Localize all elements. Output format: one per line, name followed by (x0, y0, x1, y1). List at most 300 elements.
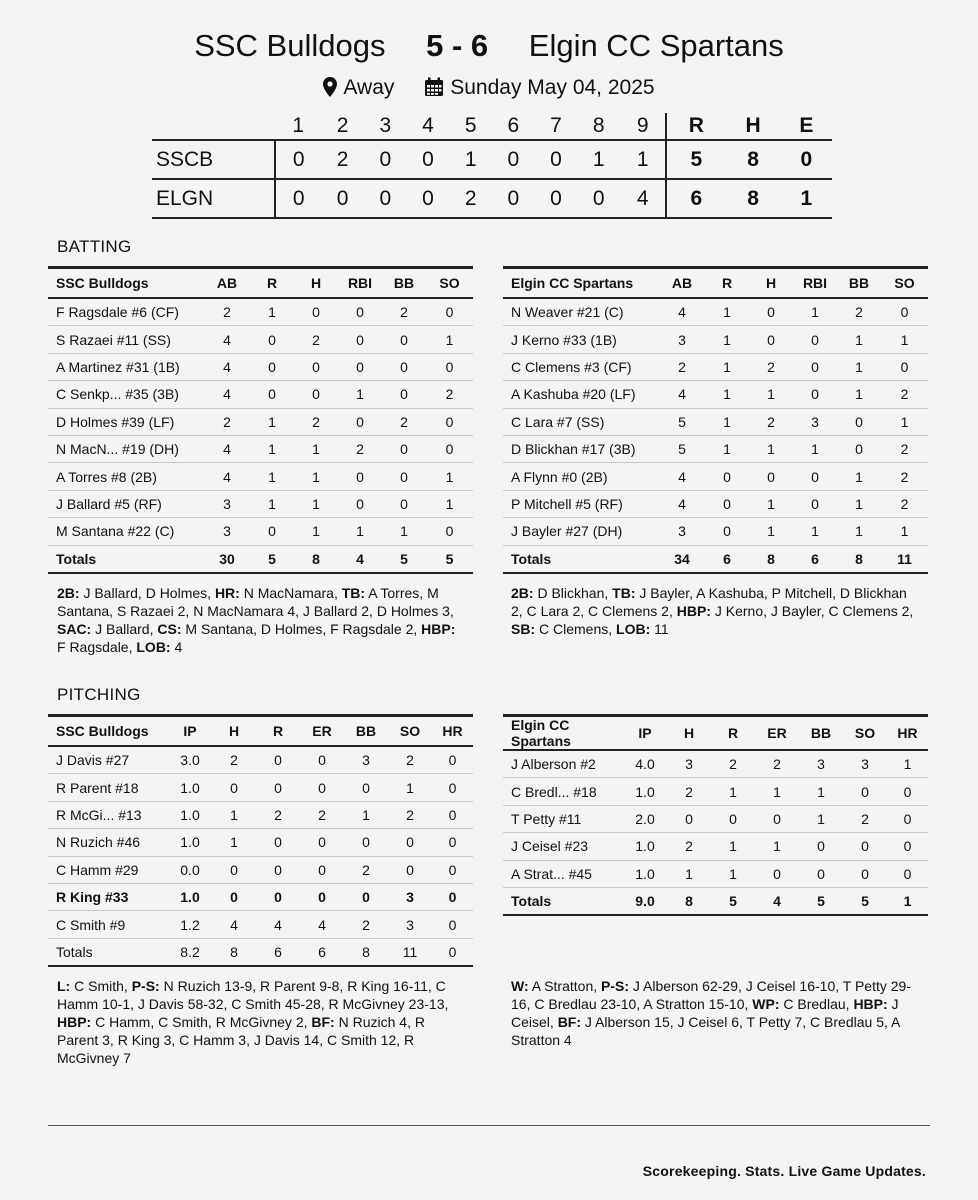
stat-cell: 0 (887, 860, 928, 887)
stat-column-header: SO (843, 716, 887, 751)
linescore-row-away (152, 140, 832, 179)
total-runs: 6 (666, 179, 725, 218)
player-name: R McGi... #13 (48, 801, 168, 828)
stat-cell: 0 (843, 833, 887, 860)
stat-cell: 2 (881, 381, 928, 408)
player-row (48, 883, 473, 910)
stat-column-header: BB (382, 268, 426, 299)
stat-cell: 3 (344, 746, 388, 774)
inning-header: 5 (464, 114, 477, 137)
note-text: J Ballard, (91, 621, 158, 637)
stat-cell: 0.0 (168, 856, 212, 883)
table-header-row (503, 268, 928, 299)
stat-cell: 2 (881, 463, 928, 490)
stat-cell: 1 (250, 463, 294, 490)
inning-header: 3 (379, 114, 392, 137)
stat-cell: 4 (659, 463, 705, 490)
stat-cell: 2 (344, 911, 388, 938)
stat-cell: 2 (204, 408, 250, 435)
player-row (48, 746, 473, 774)
stat-cell: 0 (881, 298, 928, 326)
stat-cell: 1 (799, 778, 843, 805)
player-row (503, 463, 928, 490)
stat-cell: 1 (426, 463, 473, 490)
note-text: M Santana, D Holmes, F Ragsdale 2, (181, 621, 422, 637)
inning-runs: 1 (464, 147, 477, 171)
note-text: J Kerno, J Bayler, C Clemens 2, (710, 603, 914, 619)
map-pin-icon (323, 77, 337, 97)
batting-table-home (503, 266, 928, 574)
player-row (48, 298, 473, 326)
stat-cell: 2 (382, 298, 426, 326)
note-label: TB: (612, 585, 636, 601)
inning-runs: 0 (592, 186, 605, 210)
stat-cell: 1 (711, 778, 755, 805)
stat-column-header: IP (168, 716, 212, 747)
totals-cell: 6 (793, 545, 837, 573)
batting-table-away (48, 266, 473, 574)
totals-cell: 5 (711, 887, 755, 915)
stat-column-header: H (749, 268, 793, 299)
date (424, 76, 654, 99)
stat-column-header: IP (623, 716, 667, 751)
note-text: A Torres, M Santana, S Razaei 2, N MacNamara 4, J Ballard 2, D Holmes 3, (57, 585, 454, 619)
stat-cell: 0 (256, 883, 300, 910)
stat-column-header: AB (659, 268, 705, 299)
stat-cell: 1 (881, 326, 928, 353)
stat-cell: 0 (338, 408, 382, 435)
stat-cell: 1.0 (168, 883, 212, 910)
stat-cell: 0 (426, 435, 473, 462)
stat-cell: 0 (256, 746, 300, 774)
totals-cell: 5 (843, 887, 887, 915)
stat-cell: 0 (426, 298, 473, 326)
note-label: HBP: (57, 1014, 92, 1030)
stat-cell: 2 (667, 778, 711, 805)
stat-cell: 2 (212, 746, 256, 774)
stat-cell: 1 (749, 490, 793, 517)
team-column-header: Elgin CC Spartans (503, 716, 623, 751)
stat-cell: 0 (212, 774, 256, 801)
totals-cell: 8 (212, 938, 256, 966)
player-name: D Blickhan #17 (3B) (503, 435, 659, 462)
stat-cell: 2 (300, 801, 344, 828)
totals-row (48, 938, 473, 966)
stat-cell: 1 (426, 326, 473, 353)
totals-cell: 5 (250, 545, 294, 573)
stat-cell: 2 (755, 750, 799, 778)
totals-cell: 8 (294, 545, 338, 573)
totals-cell: 8 (749, 545, 793, 573)
stat-cell: 0 (881, 353, 928, 380)
stat-cell: 1 (382, 518, 426, 545)
stat-cell: 0 (338, 490, 382, 517)
note-label: HBP: (676, 603, 711, 619)
footer-divider (48, 1125, 930, 1126)
stat-cell: 0 (250, 353, 294, 380)
away-team-name: SSC Bulldogs (194, 28, 386, 63)
stat-cell: 1 (388, 774, 432, 801)
stat-cell: 0 (749, 326, 793, 353)
totals-label: Totals (48, 545, 204, 573)
inning-header: 9 (636, 114, 649, 137)
note-text: J Ballard, D Holmes, (79, 585, 215, 601)
team-column-header: SSC Bulldogs (48, 268, 204, 299)
player-row (48, 381, 473, 408)
player-name: R King #33 (48, 883, 168, 910)
player-row (503, 860, 928, 887)
totals-label: Totals (503, 545, 659, 573)
note-label: TB: (341, 585, 366, 601)
note-label: SB: (511, 621, 536, 637)
player-name: N MacN... #19 (DH) (48, 435, 204, 462)
total-errors: 0 (800, 147, 813, 171)
totals-row (503, 545, 928, 573)
stat-cell: 1 (887, 750, 928, 778)
stat-cell: 1 (212, 801, 256, 828)
game-info (0, 76, 978, 100)
player-row (503, 298, 928, 326)
stat-cell: 4 (204, 353, 250, 380)
stat-cell: 4.0 (623, 750, 667, 778)
inning-header: 7 (550, 114, 562, 137)
stat-cell: 1 (711, 833, 755, 860)
stat-cell: 0 (432, 911, 473, 938)
stat-cell: 1 (426, 490, 473, 517)
pitching-table-away (48, 714, 473, 967)
totals-cell: 8 (667, 887, 711, 915)
inning-runs: 0 (507, 186, 520, 210)
stat-cell: 1 (250, 298, 294, 326)
totals-cell: 4 (755, 887, 799, 915)
home-team-name: Elgin CC Spartans (528, 28, 784, 63)
pitching-section-title: PITCHING (57, 685, 141, 704)
stat-column-header: SO (388, 716, 432, 747)
stat-cell: 1 (294, 463, 338, 490)
totals-cell: 8.2 (168, 938, 212, 966)
player-name: A Martinez #31 (1B) (48, 353, 204, 380)
stat-cell: 3 (793, 408, 837, 435)
stat-cell: 1 (793, 298, 837, 326)
totals-cell: 5 (382, 545, 426, 573)
note-label: HR: (214, 585, 240, 601)
stat-cell: 4 (204, 326, 250, 353)
stat-cell: 1 (705, 353, 749, 380)
stat-cell: 0 (711, 805, 755, 832)
stat-cell: 0 (344, 829, 388, 856)
stat-cell: 1 (755, 778, 799, 805)
player-name: A Torres #8 (2B) (48, 463, 204, 490)
player-name: C Senkp... #35 (3B) (48, 381, 204, 408)
player-name: S Razaei #11 (SS) (48, 326, 204, 353)
totals-cell: 11 (881, 545, 928, 573)
player-name: C Smith #9 (48, 911, 168, 938)
stat-cell: 2 (204, 298, 250, 326)
stat-cell: 1 (749, 435, 793, 462)
stat-cell: 1 (749, 381, 793, 408)
player-row (503, 750, 928, 778)
table-header-row (48, 716, 473, 747)
inning-runs: 0 (422, 186, 434, 210)
totals-cell: 5 (426, 545, 473, 573)
note-label: W: (511, 978, 529, 994)
stat-cell: 1 (705, 408, 749, 435)
player-name: N Weaver #21 (C) (503, 298, 659, 326)
totals-cell: 1 (887, 887, 928, 915)
stat-cell: 1.0 (168, 801, 212, 828)
stat-cell: 3.0 (168, 746, 212, 774)
stat-cell: 2.0 (623, 805, 667, 832)
stat-cell: 2 (749, 408, 793, 435)
location (323, 76, 400, 99)
stat-cell: 0 (667, 805, 711, 832)
stat-column-header: H (294, 268, 338, 299)
stat-cell: 1 (837, 463, 881, 490)
stat-cell: 1 (837, 353, 881, 380)
stat-cell: 2 (344, 856, 388, 883)
pitching-table-home (503, 714, 928, 916)
note-text: C Smith, (70, 978, 132, 994)
player-row (48, 801, 473, 828)
stat-column-header: HR (887, 716, 928, 751)
stat-cell: 3 (204, 490, 250, 517)
stat-cell: 0 (837, 408, 881, 435)
inning-header: 2 (336, 114, 349, 137)
totals-cell: 8 (344, 938, 388, 966)
stat-column-header: AB (204, 268, 250, 299)
total-errors: 1 (800, 186, 813, 210)
batting-notes-home (511, 584, 921, 638)
player-name: C Lara #7 (SS) (503, 408, 659, 435)
note-text: J Ceisel, (511, 996, 899, 1030)
stat-cell: 1 (837, 381, 881, 408)
stat-column-header: R (711, 716, 755, 751)
stat-cell: 2 (388, 746, 432, 774)
stat-cell: 0 (344, 883, 388, 910)
stat-cell: 1 (667, 860, 711, 887)
batting-notes-away (57, 584, 467, 656)
stat-cell: 0 (705, 490, 749, 517)
stat-cell: 1 (881, 518, 928, 545)
stat-column-header: SO (881, 268, 928, 299)
stat-cell: 0 (432, 774, 473, 801)
inning-runs: 0 (292, 147, 305, 171)
player-name: J Kerno #33 (1B) (503, 326, 659, 353)
note-label: HBP: (421, 621, 456, 637)
stat-cell: 4 (659, 490, 705, 517)
stat-cell: 3 (843, 750, 887, 778)
stat-cell: 0 (388, 829, 432, 856)
totals-cell: 4 (338, 545, 382, 573)
inning-runs: 1 (636, 147, 649, 171)
stat-cell: 1.0 (623, 778, 667, 805)
stat-cell: 4 (204, 463, 250, 490)
errors-header: E (799, 114, 814, 137)
stat-cell: 0 (294, 381, 338, 408)
stat-cell: 1 (705, 298, 749, 326)
stat-cell: 0 (793, 490, 837, 517)
note-text: J Alberson 62-29, J Ceisel 16-10, T Petty 29-16, C Bredlau 23-10, A Stratton 15-10, (511, 978, 911, 1012)
note-text: J Bayler, A Kashuba, P Mitchell, D Blickhan 2, C Lara 2, C Clemens 2, (511, 585, 907, 619)
player-row (503, 381, 928, 408)
stat-cell: 2 (294, 326, 338, 353)
stat-cell: 0 (755, 860, 799, 887)
player-name: N Ruzich #46 (48, 829, 168, 856)
stat-cell: 1 (881, 408, 928, 435)
stat-cell: 1 (705, 435, 749, 462)
pitching-notes-away (57, 977, 467, 1067)
inning-header: 6 (507, 114, 520, 137)
stat-cell: 0 (300, 774, 344, 801)
stat-cell: 5 (659, 435, 705, 462)
stat-column-header: R (250, 268, 294, 299)
stat-cell: 0 (338, 326, 382, 353)
stat-cell: 0 (256, 856, 300, 883)
total-hits: 8 (747, 186, 759, 210)
totals-cell: 6 (300, 938, 344, 966)
stat-cell: 0 (749, 298, 793, 326)
note-text: C Clemens, (535, 621, 617, 637)
note-label: SAC: (57, 621, 92, 637)
stat-cell: 4 (256, 911, 300, 938)
team-column-header: Elgin CC Spartans (503, 268, 659, 299)
stat-cell: 1 (338, 518, 382, 545)
stat-cell: 1 (338, 381, 382, 408)
stat-cell: 0 (432, 883, 473, 910)
stat-cell: 3 (659, 326, 705, 353)
inning-runs: 0 (336, 186, 349, 210)
stat-cell: 3 (204, 518, 250, 545)
pitching-notes-home (511, 977, 921, 1049)
note-text: C Bredlau, (779, 996, 854, 1012)
stat-cell: 0 (294, 353, 338, 380)
stat-cell: 1 (294, 435, 338, 462)
inning-header: 8 (592, 114, 605, 137)
game-title (0, 28, 978, 64)
stat-column-header: H (212, 716, 256, 747)
player-name: J Ceisel #23 (503, 833, 623, 860)
note-text: J Alberson 15, J Ceisel 6, T Petty 7, C Bredlau 5, A Stratton 4 (511, 1014, 900, 1048)
player-name: P Mitchell #5 (RF) (503, 490, 659, 517)
inning-runs: 0 (550, 186, 562, 210)
stat-cell: 2 (667, 833, 711, 860)
note-label: L: (57, 978, 71, 994)
player-row (48, 490, 473, 517)
inning-runs: 0 (379, 186, 392, 210)
player-row (503, 805, 928, 832)
stat-column-header: BB (344, 716, 388, 747)
player-row (48, 518, 473, 545)
inning-header: 4 (422, 114, 434, 137)
stat-cell: 2 (256, 801, 300, 828)
player-name: F Ragsdale #6 (CF) (48, 298, 204, 326)
player-row (48, 408, 473, 435)
stat-cell: 5 (659, 408, 705, 435)
stat-cell: 0 (338, 463, 382, 490)
note-text: N Ruzich 13-9, R Parent 9-8, R King 16-11, C Hamm 10-1, J Davis 58-32, C Smith 45-28, R McGivney 23-13, (57, 978, 449, 1012)
stat-column-header: R (705, 268, 749, 299)
player-row (503, 490, 928, 517)
player-row (48, 774, 473, 801)
calendar-icon (424, 77, 444, 97)
stat-cell: 0 (382, 435, 426, 462)
player-name: D Holmes #39 (LF) (48, 408, 204, 435)
stat-cell: 0 (382, 381, 426, 408)
player-row (48, 829, 473, 856)
stat-cell: 0 (749, 463, 793, 490)
note-label: LOB: (136, 639, 171, 655)
inning-runs: 0 (422, 147, 434, 171)
stat-cell: 0 (250, 381, 294, 408)
linescore-row-home (152, 179, 832, 218)
linescore-header-row (152, 113, 832, 140)
stat-cell: 4 (204, 381, 250, 408)
stat-cell: 1 (799, 805, 843, 832)
note-label: P-S: (601, 978, 630, 994)
stat-cell: 0 (338, 353, 382, 380)
runs-header: R (666, 113, 725, 140)
note-label: LOB: (616, 621, 651, 637)
totals-row (503, 887, 928, 915)
totals-cell: 6 (256, 938, 300, 966)
totals-cell: 6 (705, 545, 749, 573)
stat-cell: 0 (705, 463, 749, 490)
stat-cell: 0 (432, 856, 473, 883)
player-row (48, 353, 473, 380)
stat-cell: 0 (837, 435, 881, 462)
stat-cell: 2 (837, 298, 881, 326)
linescore-team: SSCB (152, 140, 275, 179)
stat-cell: 0 (388, 856, 432, 883)
stat-cell: 0 (300, 883, 344, 910)
table-header-row (48, 268, 473, 299)
stat-cell: 0 (294, 298, 338, 326)
note-text: D Blickhan, (533, 585, 613, 601)
inning-runs: 0 (507, 147, 520, 171)
note-text: C Hamm, C Smith, R McGivney 2, (91, 1014, 312, 1030)
player-name: J Alberson #2 (503, 750, 623, 778)
stat-cell: 0 (300, 856, 344, 883)
linescore-corner (152, 113, 275, 140)
player-row (503, 778, 928, 805)
stat-cell: 2 (711, 750, 755, 778)
totals-row (48, 545, 473, 573)
inning-runs: 2 (464, 186, 477, 210)
stat-cell: 1 (793, 435, 837, 462)
stat-cell: 0 (887, 833, 928, 860)
stat-column-header: R (256, 716, 300, 747)
team-column-header: SSC Bulldogs (48, 716, 168, 747)
totals-cell: 11 (388, 938, 432, 966)
stat-cell: 2 (843, 805, 887, 832)
stat-cell: 4 (204, 435, 250, 462)
stat-cell: 0 (432, 801, 473, 828)
stat-cell: 1 (837, 490, 881, 517)
stat-cell: 0 (793, 326, 837, 353)
stat-cell: 0 (799, 833, 843, 860)
stat-cell: 4 (659, 381, 705, 408)
stat-cell: 1 (711, 860, 755, 887)
note-label: BF: (311, 1014, 335, 1030)
linescore-team: ELGN (152, 179, 275, 218)
stat-cell: 0 (382, 326, 426, 353)
stat-cell: 0 (426, 408, 473, 435)
footer-tagline: Scorekeeping. Stats. Live Game Updates. (642, 1163, 926, 1179)
stat-cell: 0 (887, 778, 928, 805)
total-hits: 8 (747, 147, 759, 171)
player-row (48, 435, 473, 462)
stat-cell: 0 (212, 883, 256, 910)
